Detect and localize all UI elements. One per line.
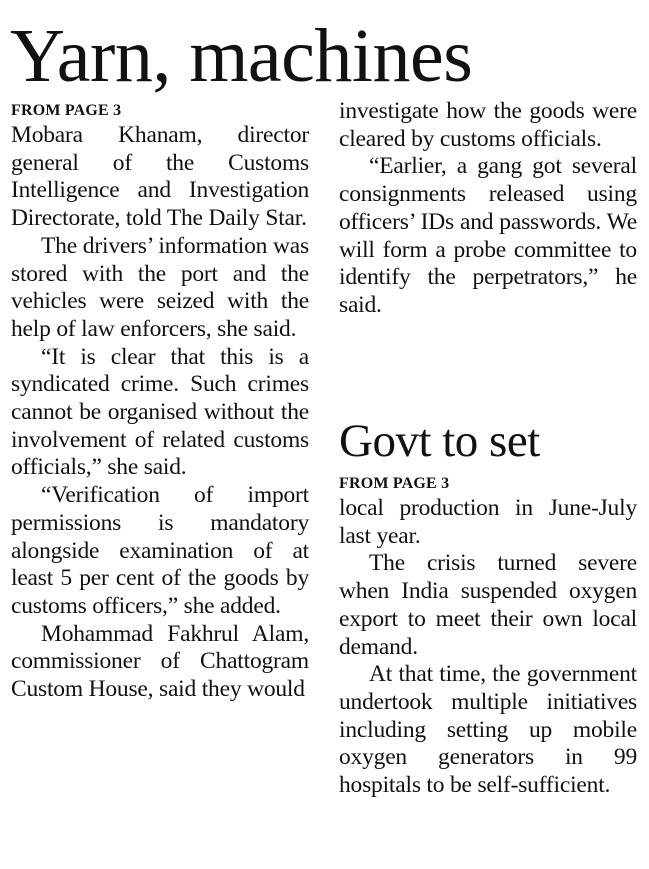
paragraph: “It is clear that this is a syndicated crime. Such crimes cannot be organised without the involvement of related customs officials,” she said. — [11, 343, 309, 481]
paragraph: At that time, the government undertook multiple initiatives including setting up mobile oxygen generators in 99 hospitals to be self-sufficient. — [339, 661, 637, 799]
paragraph: The drivers’ information was stored with the port and the vehicles were seized with the help of law enforcers, she said. — [11, 232, 309, 342]
paragraph: investigate how the goods were cleared by customs officials. — [339, 98, 637, 152]
article-column-2 — [339, 98, 637, 320]
article-column-1 — [11, 122, 309, 704]
paragraph: “Earlier, a gang got several consignments released using officers’ IDs and passwords. We will form a probe committee to identify the perpetrators,” he said. — [339, 153, 637, 318]
headline-yarn-machines: Yarn, machines — [10, 14, 473, 98]
from-page-label: FROM PAGE 3 — [339, 475, 450, 492]
paragraph: local production in June-July last year. — [339, 495, 637, 549]
paragraph: The crisis turned severe when India suspended oxygen export to meet their own local demand. — [339, 550, 637, 660]
paragraph: “Verification of import permissions is mandatory alongside examination of at least 5 per cent of the goods by customs officers,” she added. — [11, 482, 309, 619]
from-page-label: FROM PAGE 3 — [11, 102, 122, 119]
article-column-3 — [339, 495, 637, 800]
paragraph: Mohammad Fakhrul Alam, commissioner of Chattogram Custom House, said they would — [11, 620, 309, 703]
headline-govt-to-set: Govt to set — [339, 415, 540, 467]
paragraph: Mobara Khanam, director general of the Customs Intelligence and Investigation Directorate, told The Daily Star. — [11, 122, 309, 232]
